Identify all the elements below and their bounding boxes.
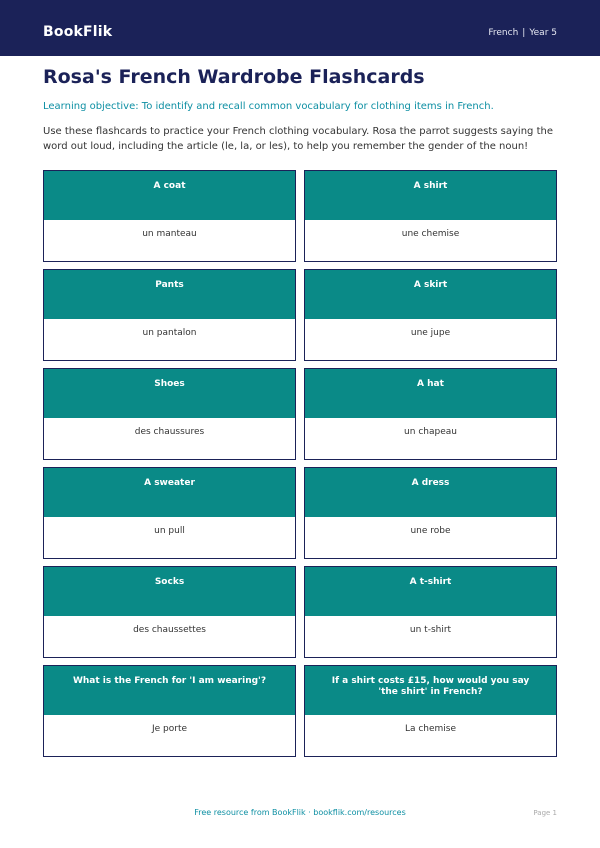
intro-text: Use these flashcards to practice your French clothing vocabulary. Rosa the parrot suggests saying the word out loud, including the article (le, la, or les), to help you remember the gender of the noun! [43,126,553,152]
flashcard[interactable] [304,566,557,658]
flashcard-back: un manteau [142,229,197,239]
flashcard-front: If a shirt costs £15, how would you say 'the shirt' in French? [305,666,556,715]
flashcard-back: un pull [154,526,185,536]
flashcard-back: Je porte [151,724,188,734]
flashcard[interactable] [43,467,296,559]
flashcard[interactable] [43,368,296,460]
flashcard-back: un pantalon [142,328,197,338]
flashcard-back: un chapeau [404,427,457,437]
flashcard[interactable] [304,368,557,460]
flashcard-front: A shirt [305,171,556,220]
flashcard-front: A skirt [305,270,556,319]
breadcrumb-year: Year 5 [529,28,557,38]
flashcard[interactable] [304,170,557,262]
breadcrumb-subject: French [488,28,519,38]
flashcard-back: un t-shirt [409,625,452,635]
flashcard-back: La chemise [404,724,457,734]
page-number: Page 1 [533,809,557,817]
flashcard[interactable] [304,269,557,361]
flashcard[interactable] [43,269,296,361]
breadcrumb-separator: | [522,28,526,38]
flashcard-front: A t-shirt [305,567,556,616]
flashcard[interactable] [43,170,296,262]
flashcard-front: A hat [305,369,556,418]
flashcard-front: A dress [305,468,556,517]
flashcard-front: Shoes [44,369,295,418]
flashcard-back: une chemise [401,229,460,239]
flashcard-front: A sweater [44,468,295,517]
page-header [0,0,600,56]
learning-objective: Learning objective: To identify and recall common vocabulary for clothing items in French. [43,101,494,112]
flashcard[interactable] [43,566,296,658]
flashcard[interactable] [304,467,557,559]
flashcard-back: une robe [410,526,451,536]
brand-logo[interactable]: BookFlik [43,24,113,40]
flashcard-back: une jupe [410,328,451,338]
flashcard[interactable] [304,665,557,757]
page-title: Rosa's French Wardrobe Flashcards [43,66,425,88]
flashcard-grid [43,170,557,757]
footer-text[interactable]: Free resource from BookFlik · bookflik.com/resources [194,808,406,817]
flashcard-back: des chaussures [134,427,205,437]
flashcard[interactable] [43,665,296,757]
flashcard-back: des chaussettes [133,625,206,635]
breadcrumb [488,28,557,38]
flashcard-front: Pants [44,270,295,319]
flashcard-front: Socks [44,567,295,616]
flashcard-front: What is the French for 'I am wearing'? [44,666,295,715]
flashcard-front: A coat [44,171,295,220]
